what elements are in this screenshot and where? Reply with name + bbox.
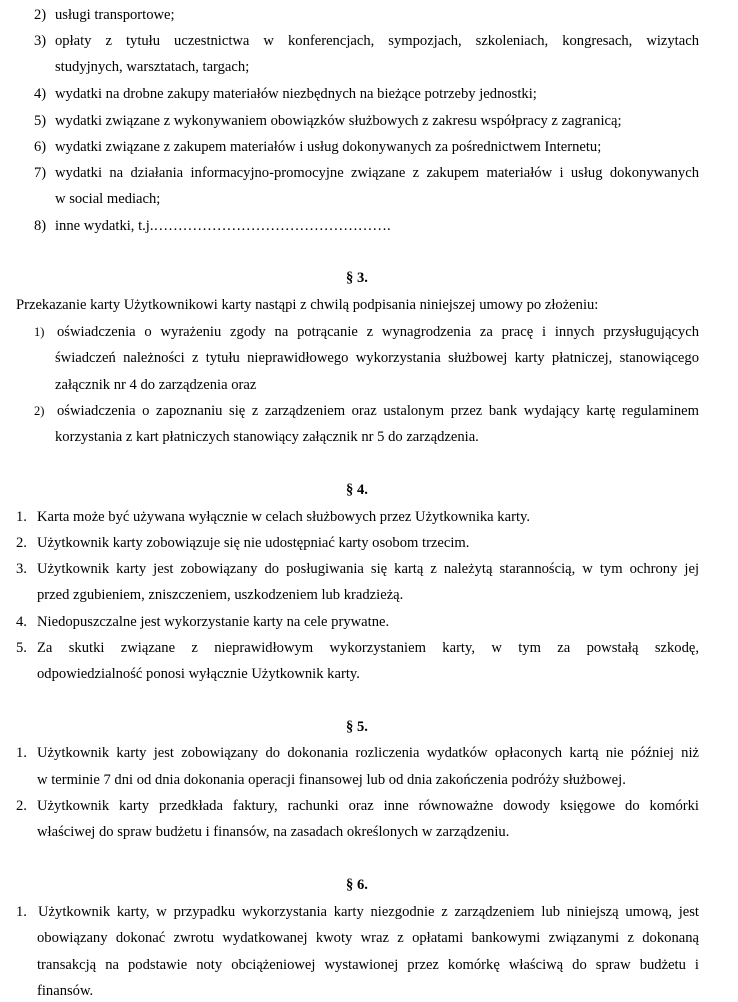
list-item-text: usługi transportowe; [55, 7, 175, 23]
list-item-text: Niedopuszczalne jest wykorzystanie karty na cele prywatne. [37, 614, 390, 630]
list-item-number: 2. [16, 535, 27, 551]
list-item-text: odpowiedzialność ponosi wyłącznie Użytkownik karty. [37, 666, 360, 682]
list-item-text: wydatki na działania informacyjno-promocyjne związane z zakupem materiałów i usług dokonywanych [55, 165, 699, 181]
list-item-text: świadczeń należności z tytułu nieprawidłowego wykorzystania służbowej karty płatniczej, stanowiącego [55, 350, 699, 366]
list-item-text: oświadczenia o wyrażeniu zgody na potrącanie z wynagrodzenia za pracę i innych przysługujących [57, 324, 699, 340]
list-item-number: 1. [16, 904, 27, 920]
list-item-text: opłaty z tytułu uczestnictwa w konferencjach, sympozjach, szkoleniach, kongresach, wizytach [55, 33, 699, 49]
section-heading-3: § 3. [346, 270, 368, 286]
list-item-text: Użytkownik karty jest zobowiązany do posługiwania się kartą z należytą starannością, w tym ochrony jej [37, 561, 699, 577]
list-item-text: Za skutki związane z nieprawidłowym wykorzystaniem karty, w tym za powstałą szkodę, [37, 640, 699, 656]
list-item-text: Karta może być używana wyłącznie w celach służbowych przez Użytkownika karty. [37, 509, 530, 525]
list-item-number: 4) [34, 86, 47, 102]
list-item-number: 6) [34, 139, 47, 155]
section-heading-5: § 5. [346, 719, 368, 735]
list-item-text: korzystania z kart płatniczych stanowiący załącznik nr 5 do zarządzenia. [55, 429, 479, 445]
list-item-number: 1) [34, 325, 45, 339]
section-heading-4: § 4. [346, 482, 368, 498]
list-item-number: 1. [16, 745, 27, 761]
list-item-number: 5) [34, 113, 47, 129]
section-intro: Przekazanie karty Użytkownikowi karty nastąpi z chwilą podpisania niniejszej umowy po złożeniu: [16, 297, 599, 313]
list-item-number: 2) [34, 7, 47, 23]
list-item-text: załącznik nr 4 do zarządzenia oraz [55, 377, 257, 393]
list-item-text: Użytkownik karty przedkłada faktury, rachunki oraz inne równoważne dowody księgowe do komórki [37, 798, 699, 814]
list-item-text: Użytkownik karty zobowiązuje się nie udostępniać karty osobom trzecim. [37, 535, 470, 551]
list-item-text: finansów. [37, 983, 94, 999]
list-item-text: transakcją na podstawie noty obciążeniowej wystawionej przez komórkę właściwą do spraw budżetu i [37, 957, 699, 973]
list-item-text: Użytkownik karty jest zobowiązany do dokonania rozliczenia wydatków opłaconych kartą nie później niż [37, 745, 699, 761]
list-item-text: obowiązany dokonać zwrotu wydatkowanej kwoty wraz z opłatami bankowymi związanymi z dokonaną [37, 930, 699, 946]
list-item-text: wydatki związane z zakupem materiałów i usług dokonywanych za pośrednictwem Internetu; [55, 139, 602, 155]
list-item-text: w terminie 7 dni od dnia dokonania operacji finansowej lub od dnia zakończenia podróży służbowej. [37, 772, 626, 788]
list-item-text: Użytkownik karty, w przypadku wykorzystania karty niezgodnie z zarządzeniem lub niniejszą umową, jest [38, 904, 699, 920]
list-item-text: w social mediach; [55, 191, 161, 207]
list-item-number: 8) [34, 218, 47, 234]
list-item-number: 2. [16, 798, 27, 814]
list-item-number: 4. [16, 614, 27, 630]
list-item-number: 5. [16, 640, 27, 656]
list-item-text: przed zgubieniem, zniszczeniem, uszkodzeniem lub kradzieżą. [37, 587, 404, 603]
list-item-number: 2) [34, 404, 45, 418]
list-item-text: wydatki związane z wykonywaniem obowiązków służbowych z zakresu współpracy z zagranicą; [55, 113, 622, 129]
list-item-number: 3) [34, 33, 47, 49]
list-item-text: wydatki na drobne zakupy materiałów niezbędnych na bieżące potrzeby jednostki; [55, 86, 537, 102]
list-item-text: inne wydatki, t.j.…………………………………………. [55, 218, 391, 234]
list-item-number: 3. [16, 561, 27, 577]
list-item-text: oświadczenia o zapoznaniu się z zarządzeniem oraz ustalonym przez bank wydający kartę regulaminem [57, 403, 699, 419]
list-item-number: 7) [34, 165, 47, 181]
section-heading-6: § 6. [346, 877, 368, 893]
list-item-text: właściwej do spraw budżetu i finansów, na zasadach określonych w zarządzeniu. [37, 824, 510, 840]
list-item-number: 1. [16, 509, 27, 525]
list-item-text: studyjnych, warsztatach, targach; [55, 59, 250, 75]
